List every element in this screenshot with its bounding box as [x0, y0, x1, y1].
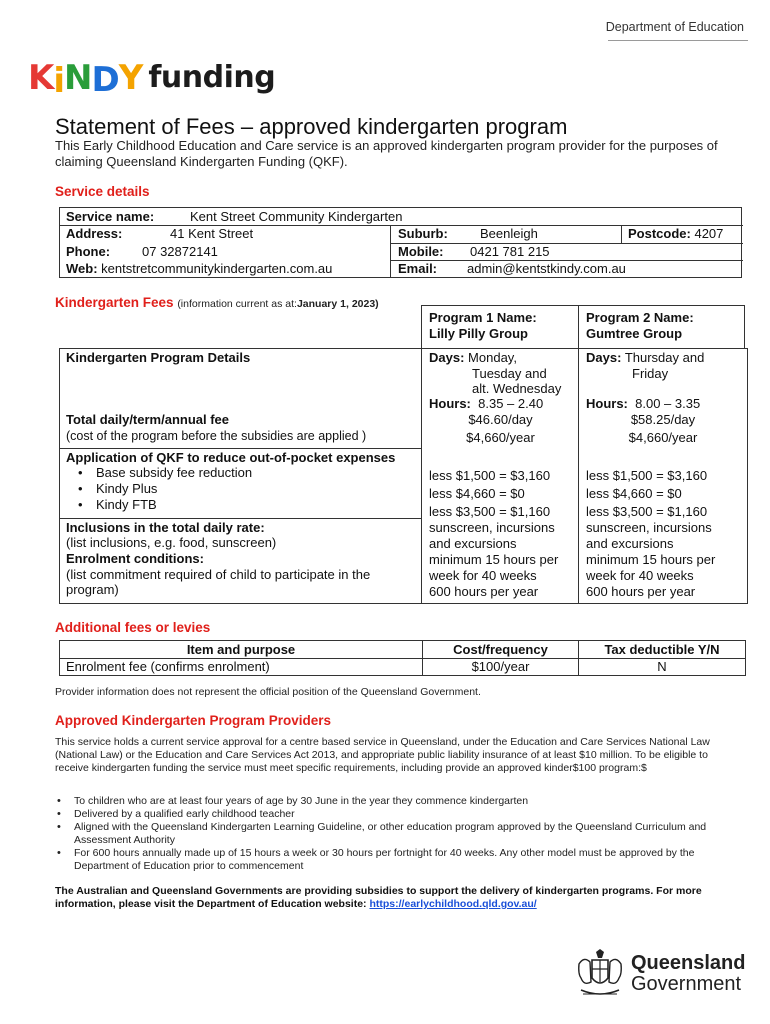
enrolment-label: Enrolment conditions:	[66, 551, 204, 566]
program1-days: Monday,	[468, 350, 517, 365]
program1-hours-label: Hours:	[429, 396, 471, 411]
postcode-label: Postcode:	[628, 226, 691, 241]
program1-enrolment-1: minimum 15 hours per	[429, 552, 559, 567]
service-details-table	[59, 207, 742, 278]
list-item: • To children who are at least four years of age by 30 June in the year they commence kindergarten	[55, 795, 717, 808]
kindergarten-fees-heading	[55, 295, 379, 310]
program2-inclusions-2: and excursions	[586, 536, 674, 551]
program2-name: Gumtree Group	[586, 326, 683, 341]
disclaimer-text: Provider information does not represent the official position of the Queensland Government.	[55, 686, 481, 698]
program2-enrolment-2: week for 40 weeks	[586, 568, 694, 583]
program1-days-2: Tuesday and	[472, 366, 547, 381]
intro-text: This Early Childhood Education and Care service is an approved kindergarten program provider for the purposes of claiming Queensland Kindergarten Funding (QKF).	[55, 138, 718, 169]
queensland-government-logo	[575, 948, 745, 1000]
fees-heading-text: Kindergarten Fees	[55, 295, 174, 310]
logo-letter: D	[91, 60, 119, 100]
approved-paragraph: This service holds a current service approval for a centre based service in Queensland, under the Education and Care Services National Law (National Law) or the Education and Care Services Act 2013, and appropriate public liability insurance of at least $10 million. To be eligible to receive kindergarten funding the service must meet specific requirements, including provide an approved kinder$100 program:$	[55, 736, 710, 774]
total-fee-label: Total daily/term/annual fee	[66, 412, 230, 427]
divider	[621, 225, 622, 243]
logo-funding-word: funding	[148, 60, 276, 95]
total-fee-sublabel: (cost of the program before the subsidies are applied )	[66, 429, 367, 443]
program1-qkf-2: less $4,660 = $0	[429, 486, 525, 501]
program2-enrolment-1: minimum 15 hours per	[586, 552, 716, 567]
kindy-funding-logo	[28, 54, 276, 101]
program2-qkf-2: less $4,660 = $0	[586, 486, 682, 501]
program1-enrolment-3: 600 hours per year	[429, 584, 539, 599]
requirements-list	[55, 795, 717, 873]
program1-name-label: Program 1 Name:	[429, 310, 537, 325]
service-details-heading: Service details	[55, 184, 150, 199]
email-value[interactable]: admin@kentstkindy.com.au	[467, 261, 626, 276]
logo-letter: K	[28, 58, 54, 98]
approved-providers-heading: Approved Kindergarten Program Providers	[55, 713, 332, 728]
fees-info-note	[177, 298, 378, 310]
divider	[421, 348, 422, 604]
service-name-label: Service name:	[66, 209, 155, 224]
suburb-label: Suburb:	[398, 226, 448, 241]
program1-days-3: alt. Wednesday	[472, 381, 562, 396]
program2-name-label: Program 2 Name:	[586, 310, 694, 325]
list-item: • Kindy FTB	[66, 497, 252, 513]
service-name: Kent Street Community Kindergarten	[190, 209, 403, 224]
program1-enrolment-2: week for 40 weeks	[429, 568, 537, 583]
additional-fees-table	[59, 640, 746, 676]
program1-annual-fee: $4,660/year	[466, 430, 535, 445]
logo-letter: i	[53, 61, 65, 101]
program2-qkf-1: less $1,500 = $3,160	[586, 468, 708, 483]
email-label: Email:	[398, 261, 438, 276]
kindy-wordmark	[28, 58, 143, 101]
divider	[578, 348, 579, 604]
divider	[390, 225, 391, 278]
row-tax: N	[657, 659, 667, 674]
mobile-value: 0421 781 215	[470, 244, 550, 259]
program1-qkf-1: less $1,500 = $3,160	[429, 468, 551, 483]
header-rule	[608, 40, 748, 41]
fees-info-prefix: (information current as at:	[177, 298, 297, 310]
government-label: Government	[631, 973, 742, 995]
web-label: Web:	[66, 261, 98, 276]
enrolment-sublabel-2: program)	[66, 582, 119, 597]
closing-statement	[55, 885, 717, 911]
program1-hours: 8.35 – 2.40	[478, 396, 544, 411]
list-item: • Delivered by a qualified early childhood teacher	[55, 808, 717, 821]
suburb-value: Beenleigh	[480, 226, 538, 241]
queensland-wordmark	[631, 953, 745, 995]
program2-enrolment-3: 600 hours per year	[586, 584, 696, 599]
list-item: • Base subsidy fee reduction	[66, 465, 252, 481]
page-title: Statement of Fees – approved kindergarten program	[55, 114, 568, 139]
program1-daily-fee: $46.60/day	[468, 412, 533, 427]
qkf-items-list	[66, 465, 252, 513]
divider	[59, 448, 422, 449]
program1-qkf-3: less $3,500 = $1,160	[429, 504, 551, 519]
program1-inclusions-1: sunscreen, incursions	[429, 520, 555, 535]
postcode-value: 4207	[694, 226, 724, 241]
department-website-link[interactable]: https://earlychildhood.qld.gov.au/	[369, 898, 537, 910]
mobile-label: Mobile:	[398, 244, 444, 259]
program2-days-label: Days:	[586, 350, 622, 365]
list-item: • Aligned with the Queensland Kindergarten Learning Guideline, or other education program approved by the Queensland Curriculum and Assessment Authority	[55, 821, 717, 847]
program1-name: Lilly Pilly Group	[429, 326, 528, 341]
phone-label: Phone:	[66, 244, 111, 259]
queensland-label: Queensland	[631, 952, 746, 974]
program1-days-label: Days:	[429, 350, 465, 365]
logo-letter: N	[64, 58, 92, 98]
col-tax-header: Tax deductible Y/N	[604, 642, 720, 657]
program2-days: Thursday and	[624, 350, 705, 365]
address-value: 41 Kent Street	[170, 226, 254, 241]
program1-inclusions-2: and excursions	[429, 536, 517, 551]
list-item: • For 600 hours annually made up of 15 hours a week or 30 hours per fortnight for 40 weeks. Any other model must be approved by the Department of Education prior to commencement	[55, 847, 717, 873]
col-item-header: Item and purpose	[186, 642, 296, 657]
logo-letter: Y	[118, 58, 143, 98]
divider	[578, 305, 579, 349]
inclusions-label: Inclusions in the total daily rate:	[66, 520, 265, 535]
address-label: Address:	[66, 226, 123, 241]
department-label: Department of Education	[605, 20, 744, 34]
list-item: • Kindy Plus	[66, 481, 252, 497]
closing-text: The Australian and Queensland Governments are providing subsidies to support the delivery of kindergarten programs. For more information, please visit the Department of Education website:	[55, 885, 702, 910]
additional-fees-heading: Additional fees or levies	[55, 620, 211, 635]
qkf-label: Application of QKF to reduce out-of-pocket expenses	[66, 450, 396, 465]
program2-days-2: Friday	[632, 366, 669, 381]
program2-daily-fee: $58.25/day	[630, 412, 696, 427]
row-item: Enrolment fee (confirms enrolment)	[66, 659, 270, 674]
program2-hours: 8.00 – 3.35	[635, 396, 701, 411]
divider	[59, 518, 422, 519]
program2-annual-fee: $4,660/year	[628, 430, 698, 445]
enrolment-sublabel-1: (list commitment required of child to participate in the	[66, 567, 371, 582]
program2-hours-label: Hours:	[586, 396, 628, 411]
row-cost: $100/year	[471, 659, 530, 674]
web-value[interactable]: kentstretcommunitykindergarten.com.au	[101, 261, 333, 276]
program2-qkf-3: less $3,500 = $1,160	[586, 504, 708, 519]
col-cost-header: Cost/frequency	[453, 642, 548, 657]
coat-of-arms-icon	[575, 948, 625, 1000]
program2-inclusions-1: sunscreen, incursions	[586, 520, 712, 535]
program-details-label: Kindergarten Program Details	[66, 350, 251, 365]
fees-info-date: January 1, 2023)	[296, 298, 379, 310]
phone-value: 07 32872141	[142, 244, 218, 259]
inclusions-sublabel: (list inclusions, e.g. food, sunscreen)	[66, 535, 277, 550]
